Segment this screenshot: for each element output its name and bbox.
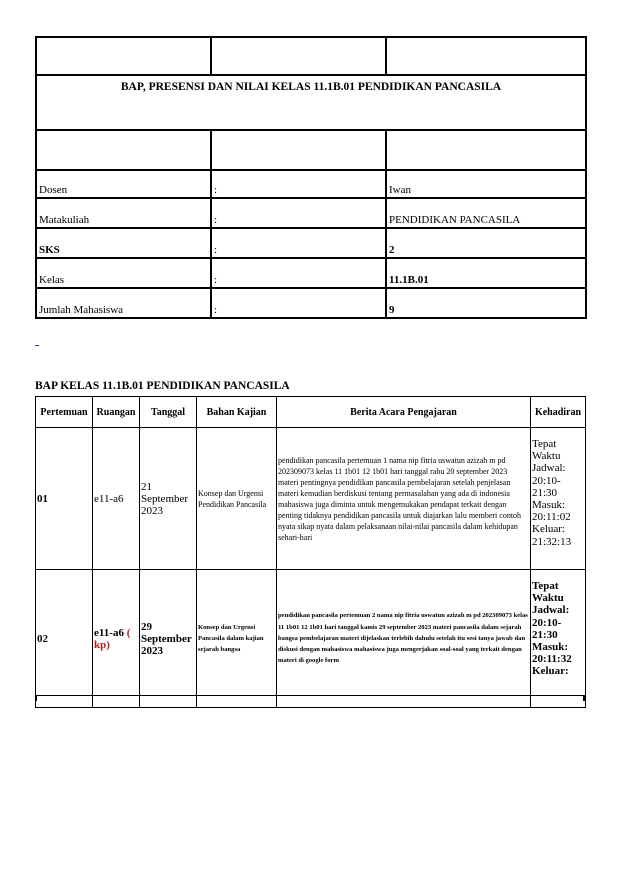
info-separator: : — [211, 198, 386, 228]
cell-berita-acara: pendidikan pancasila pertemuan 2 nama nip fitria uswatun azizah m pd 202309073 kelas 11 1b01 12 1b01 hari tanggal kamis 29 september 2023 materi pancasila dalam sejarah bangsa pembelajaran materi dijelaskan terlebih dahulu setelah itu sesi tanya jawab dan diskusi dengan mahasiswa mahasiswa juga mengerjakan soal-soal yang terkait dengan materi di google form — [277, 570, 531, 708]
info-label: Jumlah Mahasiswa — [36, 288, 211, 318]
col-header-pertemuan: Pertemuan — [36, 397, 93, 428]
col-header-kehadiran: Kehadiran — [531, 397, 586, 428]
cell-ruangan — [93, 428, 140, 570]
info-separator: : — [211, 228, 386, 258]
info-value: 9 — [386, 288, 586, 318]
info-separator: : — [211, 170, 386, 198]
bap-header-row — [36, 397, 586, 428]
cell-tanggal: 29 September 2023 — [140, 570, 197, 708]
info-row-matakuliah — [36, 198, 586, 228]
info-label: Dosen — [36, 170, 211, 198]
ruangan-code: e11-a6 — [94, 626, 124, 639]
info-title-row — [36, 75, 586, 130]
info-blank-row — [36, 37, 586, 75]
info-value: 2 — [386, 228, 586, 258]
info-label: Matakuliah — [36, 198, 211, 228]
cell-pertemuan: 01 — [36, 428, 93, 570]
info-row-dosen — [36, 170, 586, 198]
cell-pertemuan: 02 — [36, 570, 93, 708]
col-header-berita-acara: Berita Acara Pengajaran — [277, 397, 531, 428]
cell-tanggal: 21 September 2023 — [140, 428, 197, 570]
bap-heading: BAP KELAS 11.1B.01 PENDIDIKAN PANCASILA — [35, 380, 290, 392]
info-row-kelas — [36, 258, 586, 288]
col-header-bahan-kajian: Bahan Kajian — [197, 397, 277, 428]
cell-kehadiran — [531, 570, 586, 708]
info-value: PENDIDIKAN PANCASILA — [386, 198, 586, 228]
anchor-link[interactable] — [35, 335, 39, 346]
page-title: BAP, PRESENSI DAN NILAI KELAS 11.1B.01 PENDIDIKAN PANCASILA — [36, 75, 586, 130]
info-value: Iwan — [386, 170, 586, 198]
info-blank-row — [36, 130, 586, 170]
info-label: Kelas — [36, 258, 211, 288]
col-header-tanggal: Tanggal — [140, 397, 197, 428]
info-row-sks — [36, 228, 586, 258]
table-row — [36, 428, 586, 570]
info-row-jumlah — [36, 288, 586, 318]
info-value: 11.1B.01 — [386, 258, 586, 288]
cell-bahan-kajian: Konsep dan Urgensi Pendidikan Pancasila — [197, 428, 277, 570]
ruangan-note: ( kp) — [94, 626, 131, 651]
cell-kehadiran: Tepat Waktu Jadwal: 20:10-21:30 Masuk: 20:11:02 Keluar: 21:32:13 — [531, 428, 586, 570]
col-header-ruangan: Ruangan — [93, 397, 140, 428]
page-cut-line — [35, 695, 585, 700]
ruangan-code: e11-a6 — [94, 492, 124, 505]
bap-table — [35, 396, 586, 708]
cell-bahan-kajian: Konsep dan Urgensi Pancasila dalam kajian sejarah bangsa — [197, 570, 277, 708]
kehadiran-text: Tepat Waktu Jadwal: 20:10-21:30 Masuk: 20:11:32 Keluar: — [532, 580, 572, 678]
info-table — [35, 36, 587, 319]
info-separator: : — [211, 288, 386, 318]
cell-ruangan — [93, 570, 140, 708]
info-label: SKS — [36, 228, 211, 258]
table-row — [36, 570, 586, 708]
cell-berita-acara: pendidikan pancasila pertemuan 1 nama nip fitria uswatun azizah m pd 202309073 kelas 11 1b01 12 1b01 hari tanggal rabu 20 september 2023 materi pentingnya pendidikan pancasila pembelajaran setelah penjelasan materi kemudian berdiskusi tentang permasalahan yang ada di indonesia mahasiswa juga diminta untuk mengemukakan pendapat terkait dengan penting tidaknya pendidikan pancasila untuk diajarkan lalu memberi contoh nyata sikap nyata dalam pelaksanaan nilai-nilai pancasila dalam kehidupan sehari-hari — [277, 428, 531, 570]
info-separator: : — [211, 258, 386, 288]
